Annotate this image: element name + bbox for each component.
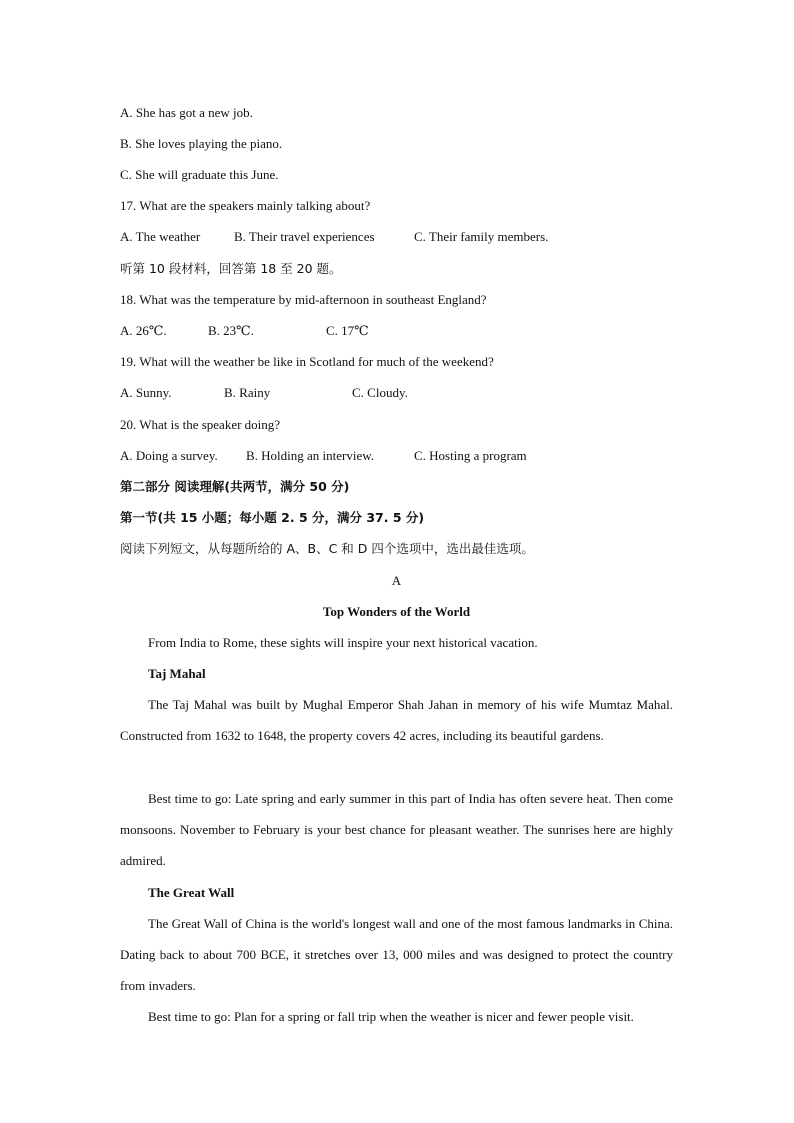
q18-option-a: A. 26℃.: [120, 323, 167, 338]
q20-option-a: A. Doing a survey.: [120, 448, 218, 463]
q19-question: 19. What will the weather be like in Scotland for much of the weekend?: [120, 354, 494, 369]
taj-mahal-heading: Taj Mahal: [148, 666, 206, 681]
taj-mahal-paragraph-1: The Taj Mahal was built by Mughal Emperor Shah Jahan in memory of his wife Mumtaz Mahal. Constructed from 1632 to 1648, the property covers 42 acres, including its beautiful gardens.: [120, 697, 673, 743]
passage-letter: A: [391, 573, 402, 588]
q19-option-c: C. Cloudy.: [352, 385, 408, 400]
q20-option-b: B. Holding an interview.: [246, 448, 375, 463]
passage-intro: From India to Rome, these sights will inspire your next historical vacation.: [148, 635, 538, 650]
q16-option-b: B. She loves playing the piano.: [120, 136, 283, 151]
q20-option-c: C. Hosting a program: [414, 448, 527, 463]
part2-instruction: 阅读下列短文，从每题所给的 A、B、C 和 D 四个选项中，选出最佳选项。: [120, 541, 534, 556]
q16-option-a: A. She has got a new job.: [120, 105, 253, 120]
part2-section1-title: 第一节(共 15 小题；每小题 2. 5 分，满分 37. 5 分): [120, 510, 425, 525]
q19-option-b: B. Rainy: [224, 385, 271, 400]
q17-option-a: A. The weather: [120, 229, 201, 244]
q19-options: [120, 385, 680, 401]
q17-options: [120, 229, 680, 245]
taj-mahal-paragraph-2: Best time to go: Late spring and early summer in this part of India has often severe heat. Then come monsoons. November to February is your best chance for pleasant weather. The sunrises here are highly admired.: [120, 791, 673, 868]
q17-option-c: C. Their family members.: [414, 229, 549, 244]
q18-options: [120, 323, 680, 339]
great-wall-paragraph-1: The Great Wall of China is the world's longest wall and one of the most famous landmarks in China. Dating back to about 700 BCE, it stretches over 13, 000 miles and was designed to protect the country from invaders.: [120, 916, 673, 993]
q17-question: 17. What are the speakers mainly talking about?: [120, 198, 371, 213]
part2-title: 第二部分 阅读理解(共两节，满分 50 分): [120, 479, 350, 494]
q18-option-c: C. 17℃: [326, 323, 369, 338]
q16-option-c: C. She will graduate this June.: [120, 167, 279, 182]
great-wall-heading: The Great Wall: [148, 885, 235, 900]
q18-option-b: B. 23℃.: [208, 323, 254, 338]
q19-option-a: A. Sunny.: [120, 385, 172, 400]
great-wall-paragraph-2: Best time to go: Plan for a spring or fall trip when the weather is nicer and fewer people visit.: [148, 1009, 634, 1024]
passage-title: Top Wonders of the World: [322, 604, 471, 619]
q17-option-b: B. Their travel experiences: [234, 229, 375, 244]
section-10-instruction: 听第 10 段材料，回答第 18 至 20 题。: [120, 261, 342, 276]
q18-question: 18. What was the temperature by mid-afternoon in southeast England?: [120, 292, 487, 307]
q20-question: 20. What is the speaker doing?: [120, 417, 281, 432]
q20-options: [120, 448, 680, 464]
